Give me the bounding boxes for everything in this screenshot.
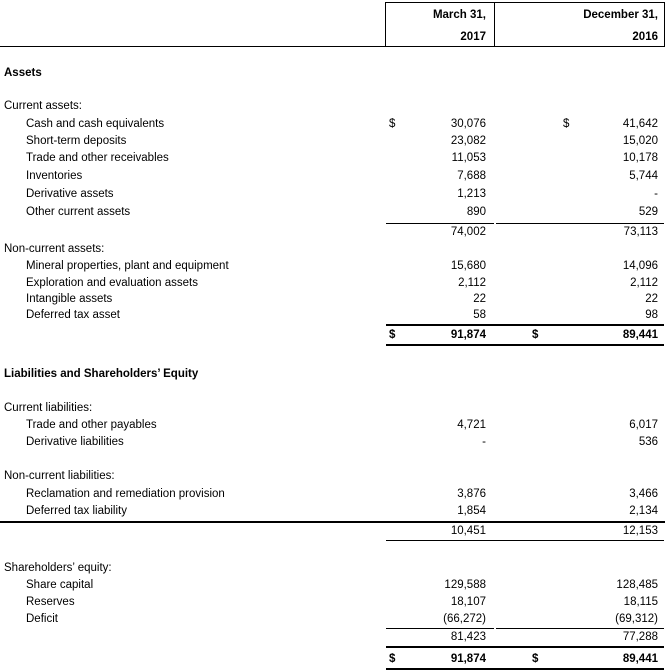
equity-subtotal-2016: 77,288 bbox=[622, 631, 658, 643]
row-value-2016: 536 bbox=[638, 436, 658, 448]
row-label: Cash and cash equivalents bbox=[26, 118, 165, 130]
row-value-2016: 5,744 bbox=[629, 170, 658, 182]
row-value-2016: 6,017 bbox=[629, 419, 658, 431]
row-label: Share capital bbox=[26, 579, 94, 591]
noncurrent-assets-heading: Non-current assets: bbox=[4, 243, 105, 255]
row-label: Short-term deposits bbox=[26, 135, 127, 147]
row-value-2016: 15,020 bbox=[622, 135, 658, 147]
liabilities-subtotal-rule bbox=[0, 521, 665, 523]
liabilities-subtotal-rule-bottom bbox=[386, 540, 664, 541]
row-value-2017: 1,213 bbox=[457, 188, 486, 200]
row-label: Trade and other receivables bbox=[26, 152, 169, 164]
currency-symbol: $ bbox=[563, 118, 570, 130]
col2-header-line1: December 31, bbox=[583, 9, 658, 21]
row-label: Derivative liabilities bbox=[26, 436, 124, 448]
row-value-2017: 3,876 bbox=[457, 488, 486, 500]
current-assets-heading: Current assets: bbox=[4, 100, 82, 112]
assets-heading: Assets bbox=[4, 67, 42, 79]
row-label: Intangible assets bbox=[26, 293, 113, 305]
noncurrent-liabilities-heading: Non-current liabilities: bbox=[4, 470, 115, 482]
assets-total-rule-bottom bbox=[386, 344, 664, 346]
row-value-2017: - bbox=[482, 436, 486, 448]
current-liabilities-heading: Current liabilities: bbox=[4, 402, 93, 414]
row-value-2017: 30,076 bbox=[450, 118, 486, 130]
currency-symbol: $ bbox=[389, 329, 396, 341]
row-value-2017: 1,854 bbox=[457, 505, 486, 517]
row-value-2017: 22 bbox=[473, 293, 486, 305]
row-value-2017: 2,112 bbox=[458, 277, 486, 289]
row-value-2017: 23,082 bbox=[450, 135, 486, 147]
final-total-rule-top bbox=[386, 646, 664, 648]
row-label: Deferred tax asset bbox=[26, 309, 120, 321]
row-value-2016: 41,642 bbox=[622, 118, 658, 130]
total-liabilities-equity-2016: 89,441 bbox=[622, 653, 658, 665]
current-assets-subtotal-rule-2017 bbox=[386, 223, 494, 224]
liabilities-heading: Liabilities and Shareholders’ Equity bbox=[4, 368, 199, 380]
row-value-2016: 14,096 bbox=[622, 260, 658, 272]
currency-symbol: $ bbox=[389, 118, 396, 130]
row-value-2016: 2,134 bbox=[629, 505, 658, 517]
row-label: Trade and other payables bbox=[26, 419, 157, 431]
row-value-2016: 3,466 bbox=[629, 488, 658, 500]
col1-header-line2: 2017 bbox=[460, 31, 486, 43]
current-assets-subtotal-rule-2016 bbox=[496, 223, 664, 224]
current-assets-subtotal-2017: 74,002 bbox=[450, 226, 486, 238]
total-assets-2017: 91,874 bbox=[450, 329, 486, 341]
row-value-2017: (66,272) bbox=[443, 613, 486, 625]
row-value-2016: 128,485 bbox=[616, 579, 658, 591]
header-bottom-rule bbox=[0, 46, 665, 47]
row-value-2017: 15,680 bbox=[450, 260, 486, 272]
row-value-2016: 10,178 bbox=[622, 152, 658, 164]
row-label: Inventories bbox=[26, 170, 83, 182]
current-assets-subtotal-2016: 73,113 bbox=[623, 226, 658, 238]
liabilities-subtotal-2016: 12,153 bbox=[622, 525, 658, 537]
total-liabilities-equity-2017: 91,874 bbox=[450, 653, 486, 665]
row-label: Exploration and evaluation assets bbox=[26, 277, 198, 289]
row-value-2016: 529 bbox=[638, 206, 658, 218]
row-value-2016: 98 bbox=[645, 309, 658, 321]
col2-header-line2: 2016 bbox=[632, 31, 658, 43]
currency-symbol: $ bbox=[532, 329, 539, 341]
row-label: Mineral properties, plant and equipment bbox=[26, 260, 229, 272]
header-top-rule bbox=[385, 2, 665, 3]
row-value-2017: 7,688 bbox=[457, 170, 486, 182]
row-value-2016: 2,112 bbox=[630, 277, 658, 289]
currency-symbol: $ bbox=[532, 653, 539, 665]
row-value-2017: 129,588 bbox=[444, 579, 486, 591]
row-label: Reserves bbox=[26, 596, 75, 608]
row-value-2017: 11,053 bbox=[451, 152, 486, 164]
row-label: Reclamation and remediation provision bbox=[26, 488, 225, 500]
row-value-2016: (69,312) bbox=[615, 613, 658, 625]
row-label: Other current assets bbox=[26, 206, 131, 218]
row-value-2016: 18,115 bbox=[623, 596, 658, 608]
row-label: Deficit bbox=[26, 613, 58, 625]
row-value-2017: 18,107 bbox=[450, 596, 486, 608]
row-value-2016: - bbox=[654, 188, 658, 200]
header-divider-right bbox=[664, 2, 665, 46]
col1-header-line1: March 31, bbox=[432, 9, 486, 21]
equity-subtotal-2017: 81,423 bbox=[450, 631, 486, 643]
liabilities-subtotal-2017: 10,451 bbox=[450, 525, 486, 537]
row-value-2016: 22 bbox=[645, 293, 658, 305]
row-value-2017: 58 bbox=[473, 309, 486, 321]
equity-subtotal-rule-2016 bbox=[496, 628, 664, 629]
row-label: Deferred tax liability bbox=[26, 505, 127, 517]
final-total-rule-bottom bbox=[386, 668, 664, 670]
currency-symbol: $ bbox=[389, 653, 396, 665]
row-value-2017: 4,721 bbox=[457, 419, 486, 431]
equity-heading: Shareholders’ equity: bbox=[4, 562, 112, 574]
row-label: Derivative assets bbox=[26, 188, 114, 200]
equity-subtotal-rule-2017 bbox=[386, 628, 494, 629]
row-value-2017: 890 bbox=[466, 206, 486, 218]
total-assets-2016: 89,441 bbox=[622, 329, 658, 341]
assets-total-rule-top bbox=[386, 324, 664, 326]
